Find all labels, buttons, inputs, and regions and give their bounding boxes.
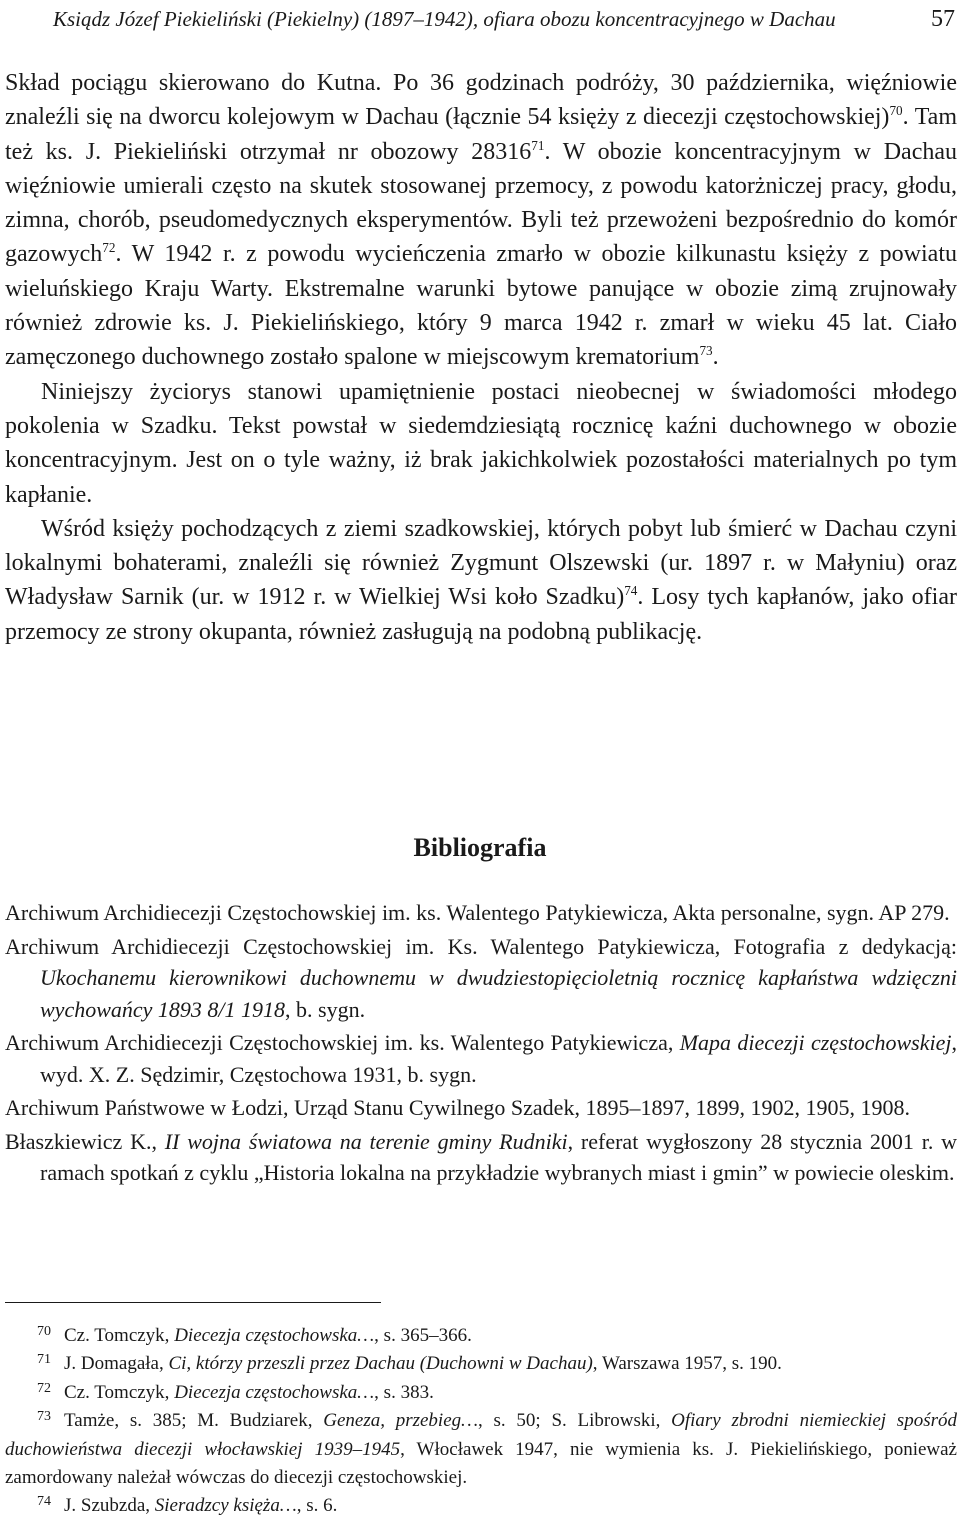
text-run: , s. 6. (296, 1495, 338, 1517)
italic-title: Sieradzcy księża… (154, 1495, 297, 1517)
text-run: Wśród księży pochodzących z ziemi szadkowskiej, których pobyt lub śmierć w Dachau czyni lokalnymi bohaterami, znaleźli się również Zygmunt Olszewski (ur. 1897 r. w Małyniu) oraz Władysław Sarnik (ur. w 1912 r. w Wielkiej Wsi koło Szadku) (5, 515, 957, 611)
footnote-71: 71 J. Domagała, Ci, którzy przeszli przez Dachau (Duchowni w Dachau), Warszawa 1957, s. 190. (37, 1352, 782, 1375)
italic-title: Diecezja częstochowska… (174, 1381, 375, 1403)
text-run: , referat wygłoszony 28 stycznia 2001 r. w ramach spotkań z cyklu „Historia lokalna na przykładzie wybranych miast i gmin” w powiecie oleskim. (40, 1128, 958, 1185)
text-run: . Losy tych kapłanów, jako ofiar przemocy ze strony okupanta, również zasługują na podobną publikację. (5, 584, 957, 645)
italic-title: Ci, którzy przeszli przez Dachau (Duchowni w Dachau) (168, 1353, 593, 1375)
text-run: , wyd. X. Z. Sędzimir, Częstochowa 1931, b. sygn. (40, 1030, 957, 1087)
text-run: Tamże, s. 385; M. Budziarek, (64, 1410, 324, 1432)
body-paragraph-3 (5, 512, 957, 649)
bibliography-list (5, 897, 957, 1191)
italic-title: Ofiary zbrodni niemieckiej spośród duchowieństwa diecezji włocławskiej 1939–1945 (5, 1410, 957, 1460)
bibliography-entry (5, 1027, 957, 1090)
italic-title: II wojna światowa na terenie gminy Rudniki (164, 1128, 568, 1154)
text-run: J. Domagała, (64, 1353, 169, 1375)
running-header (0, 4, 960, 34)
footnote-73: 73 Tamże, s. 385; M. Budziarek, Geneza, przebieg…, s. 50; S. Librowski, Ofiary zbrodni niemieckiej spośród duchowieństwa diecezji włocławskiej 1939–1945, Włocławek 1947, nie wymienia ks. J. Piekielińskiego, ponieważ zamordowany należał wówczas do diecezji częstochowskiej. (5, 1408, 957, 1489)
footnote-ref-71[interactable]: 71 (531, 137, 545, 153)
footnote-74: 74 J. Szubzda, Sieradzcy księża…, s. 6. (37, 1494, 338, 1517)
bibliography-entry: Archiwum Archidiecezji Częstochowskiej im. ks. Walentego Patykiewicza, Akta personalne, sygn. AP 279. (5, 900, 950, 925)
text-run: Cz. Tomczyk, (64, 1325, 175, 1346)
italic-title: Diecezja częstochowska… (174, 1325, 375, 1346)
footnote-ref-72[interactable]: 72 (102, 240, 116, 256)
text-run: J. Szubzda, (64, 1495, 155, 1517)
text-run: , b. sygn. (285, 996, 366, 1022)
text-run: , s. 383. (374, 1381, 434, 1403)
body-paragraph-2: Niniejszy życiorys stanowi upamiętnienie postaci nieobecnej w świadomości młodego pokolenia w Szadku. Tekst powstał w siedemdziesiątą rocznicę kaźni duchownego w obozie koncentracyjnym. Jest on o tyle ważny, iż brak jakichkolwiek pozostałości materialnych po tym kapłanie. (5, 378, 957, 508)
text-run: Archiwum Archidiecezji Częstochowskiej im. Ks. Walentego Patykiewicza, Fotografia z dedykacją: (5, 933, 957, 959)
text-run: . W 1942 r. z powodu wycieńczenia zmarło w obozie kilkunastu księży z powiatu wieluńskiego Kraju Warty. Ekstremalne warunki bytowe panujące w obozie zimą zrujnowały również zdrowie ks. J. Piekielińskiego, który 9 marca 1942 r. zmarł w wieku 45 lat. Ciało zamęczonego duchownego zostało spalone w miejscowym krematorium (5, 241, 957, 371)
body-text (5, 66, 957, 649)
text-run: Archiwum Archidiecezji Częstochowskiej im. ks. Walentego Patykiewicza, (5, 1030, 680, 1055)
footnotes (5, 1322, 957, 1521)
body-paragraph-1 (5, 66, 957, 375)
text-run: , Warszawa 1957, s. 190. (592, 1353, 782, 1375)
page-number: 57 (931, 6, 955, 32)
footnote-separator (5, 1302, 381, 1303)
bibliography-entry: Archiwum Państwowe w Łodzi, Urząd Stanu Cywilnego Szadek, 1895–1897, 1899, 1902, 1905, 1908. (5, 1095, 910, 1120)
text-run: , Włocławek 1947, nie wymienia ks. J. Piekielińskiego, ponieważ zamordowany należał wówczas do diecezji częstochowskiej. (5, 1438, 957, 1489)
text-run: . (712, 344, 719, 371)
text-run: Skład pociągu skierowano do Kutna. Po 36 godzinach podróży, 30 października, więźniowie znaleźli się na dworcu kolejowym w Dachau (łącznie 54 księży z diecezji częstochowskiej) (5, 70, 957, 131)
italic-title: Mapa diecezji częstochowskiej (679, 1030, 952, 1055)
text-run: . Tam też ks. J. Piekieliński otrzymał nr obozowy 28316 (5, 104, 958, 165)
footnote-ref-73[interactable]: 73 (699, 343, 713, 359)
text-run: Błaszkiewicz K., (5, 1128, 165, 1154)
bibliography-heading: Bibliografia (413, 833, 547, 862)
bibliography-entry (5, 1126, 957, 1189)
text-run: , s. 365–366. (374, 1325, 472, 1346)
italic-title: Ukochanemu kierownikowi duchownemu w dwudziestopięcioletnią rocznicę kapłaństwa wdzięczni wychowańcy 1893 8/1 1918 (40, 965, 957, 1022)
text-run: Cz. Tomczyk, (64, 1381, 175, 1403)
italic-title: Geneza, przebieg… (323, 1410, 479, 1432)
running-title: Ksiądz Józef Piekieliński (Piekielny) (1897–1942), ofiara obozu koncentracyjnego w Dachau (53, 7, 836, 31)
footnote-72: 72 Cz. Tomczyk, Diecezja częstochowska…, s. 383. (37, 1380, 434, 1403)
footnote-70: 70 Cz. Tomczyk, Diecezja częstochowska…, s. 365–366. (37, 1323, 472, 1346)
bibliography-entry (5, 931, 957, 1026)
footnote-ref-70[interactable]: 70 (889, 103, 903, 119)
text-run: , s. 50; S. Librowski, (478, 1410, 672, 1432)
footnote-ref-74[interactable]: 74 (624, 583, 638, 599)
text-run: . W obozie koncentracyjnym w Dachau więźniowie umierali często na skutek stosowanej przemocy, z powodu katorżniczej pracy, głodu, zimna, chorób, pseudomedycznych eksperymentów. Byli też przewożeni bezpośrednio do komór gazowych (5, 138, 958, 268)
